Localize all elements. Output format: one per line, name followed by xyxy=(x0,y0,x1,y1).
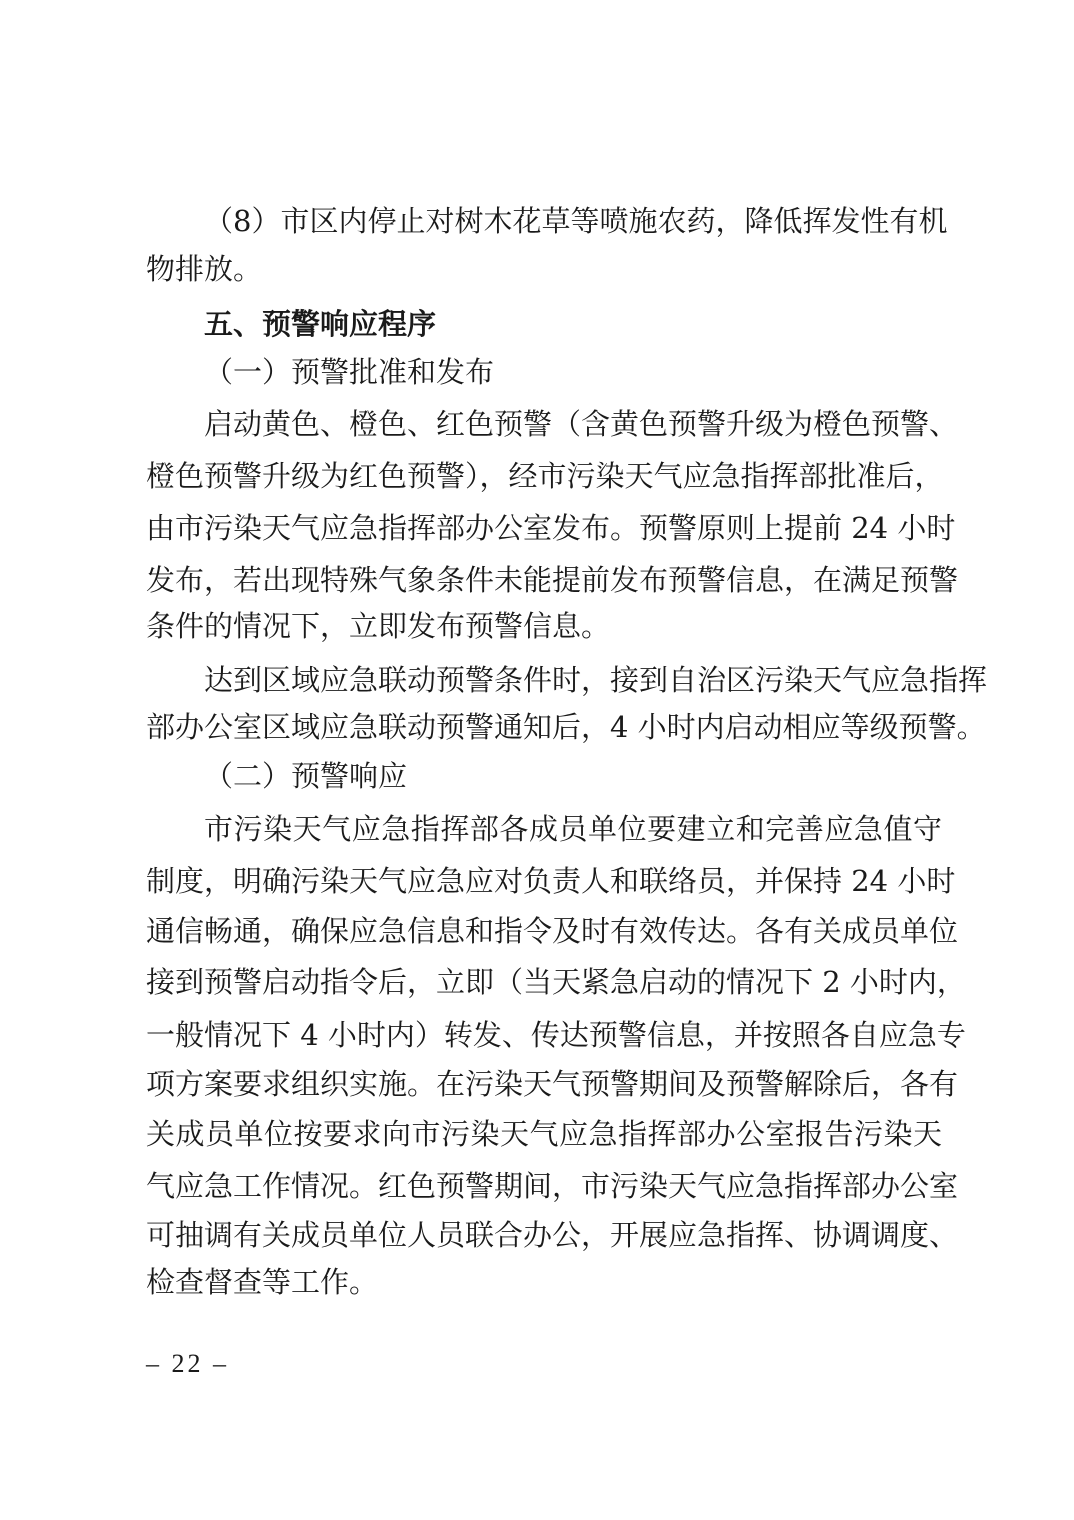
paragraph-3-line-3: 通信畅通，确保应急信息和指令及时有效传达。各有关成员单位 xyxy=(146,914,959,948)
subsection-1-title: （一）预警批准和发布 xyxy=(204,355,495,389)
paragraph-3-line-10: 检查督查等工作。 xyxy=(146,1265,379,1299)
paragraph-8-line-2: 物排放。 xyxy=(146,252,263,286)
subsection-2-title: （二）预警响应 xyxy=(204,759,408,793)
paragraph-3-line-7: 关成员单位按要求向市污染天气应急指挥部办公室报告污染天 xyxy=(146,1117,942,1151)
paragraph-3-line-1: 市污染天气应急指挥部各成员单位要建立和完善应急值守 xyxy=(204,812,942,846)
paragraph-1-line-1: 启动黄色、橙色、红色预警（含黄色预警升级为橙色预警、 xyxy=(204,407,959,441)
paragraph-3-line-4: 接到预警启动指令后，立即（当天紧急启动的情况下 2 小时内， xyxy=(146,965,966,999)
paragraph-1-line-3: 由市污染天气应急指挥部办公室发布。预警原则上提前 24 小时 xyxy=(146,511,956,545)
paragraph-1-line-2: 橙色预警升级为红色预警），经市污染天气应急指挥部批准后， xyxy=(146,459,944,493)
paragraph-1-line-4: 发布，若出现特殊气象条件未能提前发布预警信息，在满足预警 xyxy=(146,563,959,597)
paragraph-3-line-8: 气应急工作情况。红色预警期间，市污染天气应急指挥部办公室 xyxy=(146,1169,959,1203)
section-title: 五、预警响应程序 xyxy=(204,307,437,341)
paragraph-3-line-2: 制度，明确污染天气应急应对负责人和联络员，并保持 24 小时 xyxy=(146,864,956,898)
paragraph-3-line-6: 项方案要求组织实施。在污染天气预警期间及预警解除后，各有 xyxy=(146,1067,959,1101)
page-number: – 22 – xyxy=(146,1349,229,1378)
paragraph-1-line-5: 条件的情况下，立即发布预警信息。 xyxy=(146,609,611,643)
paragraph-3-line-5: 一般情况下 4 小时内）转发、传达预警信息，并按照各自应急专 xyxy=(146,1018,966,1052)
paragraph-8-line-1: （8）市区内停止对树木花草等喷施农药，降低挥发性有机 xyxy=(204,204,948,238)
paragraph-2-line-1: 达到区域应急联动预警条件时，接到自治区污染天气应急指挥 xyxy=(204,663,988,697)
paragraph-2-line-2: 部办公室区域应急联动预警通知后，4 小时内启动相应等级预警。 xyxy=(146,710,986,744)
paragraph-3-line-9: 可抽调有关成员单位人员联合办公，开展应急指挥、协调调度、 xyxy=(146,1218,959,1252)
